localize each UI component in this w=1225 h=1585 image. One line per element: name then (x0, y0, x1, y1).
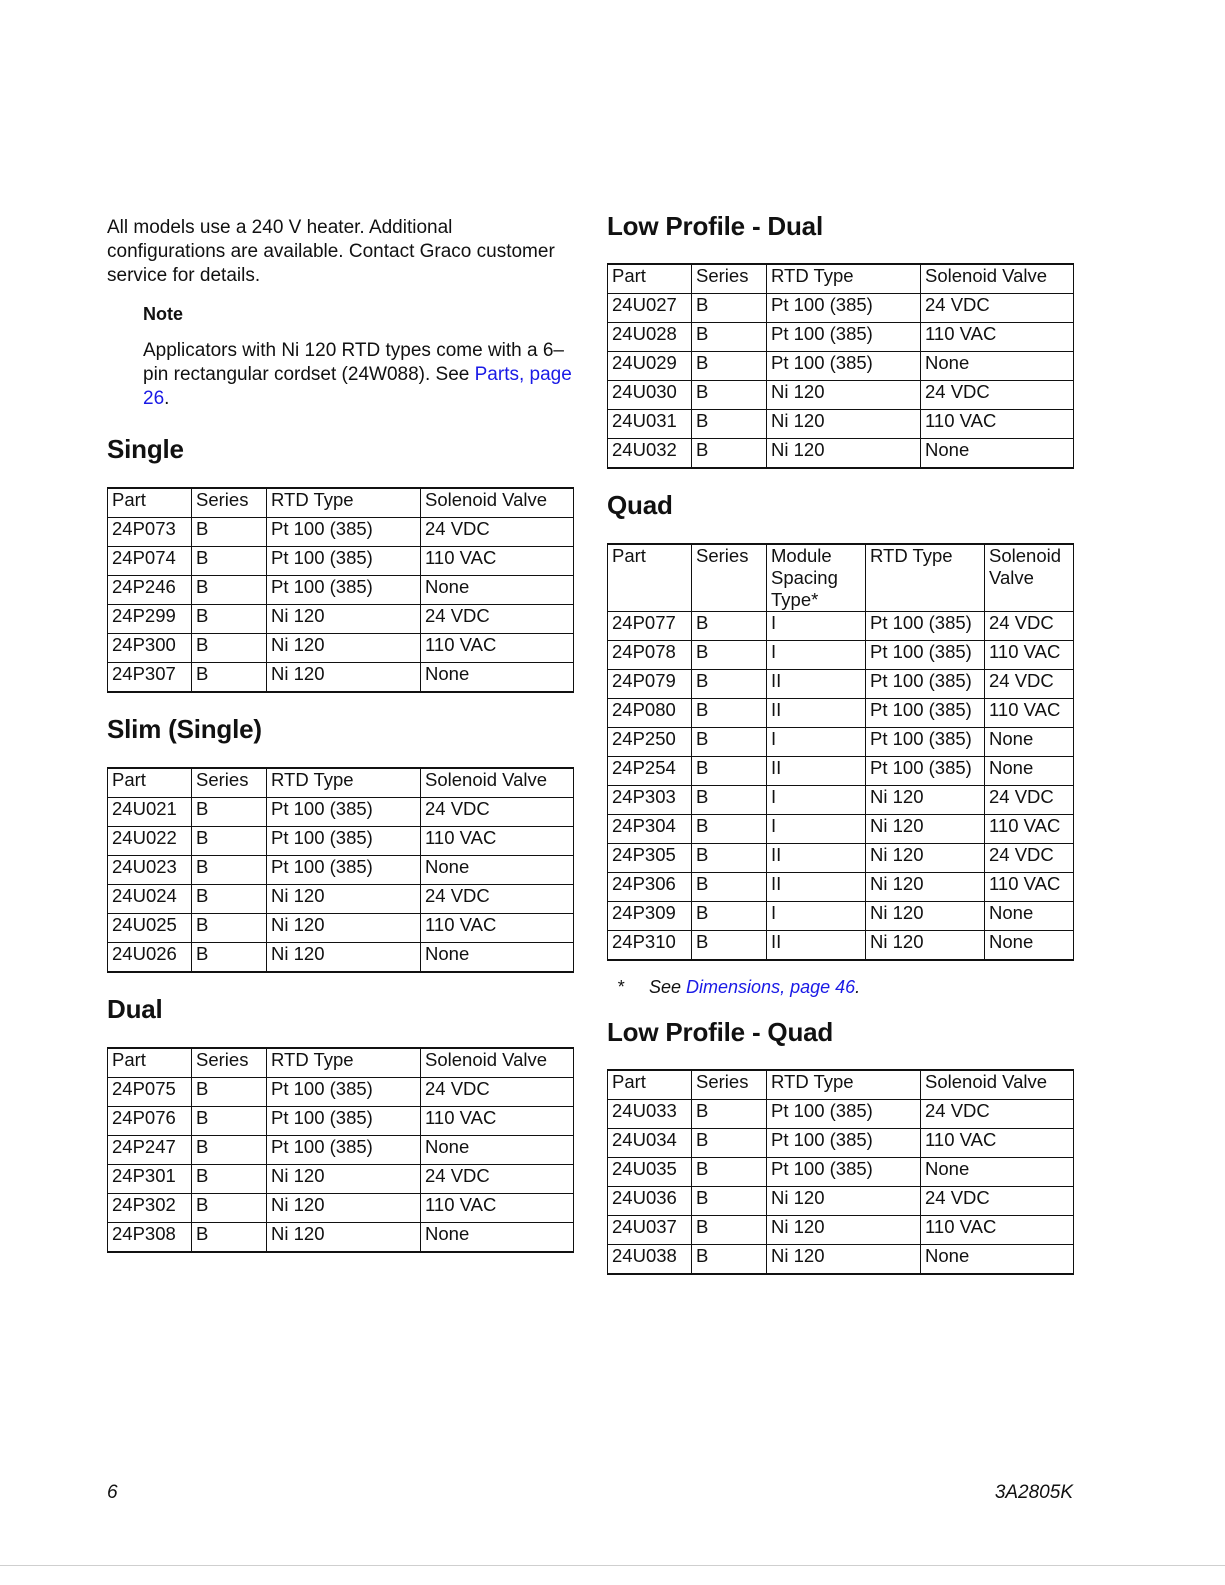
table-cell: Pt 100 (385) (767, 1158, 921, 1187)
table-cell: B (692, 294, 767, 323)
table-cell: B (692, 323, 767, 352)
table-cell: 24P303 (608, 786, 692, 815)
table-cell: None (921, 1245, 1074, 1275)
note-body (143, 339, 573, 411)
table-cell: Pt 100 (385) (267, 547, 421, 576)
table-cell: 110 VAC (421, 634, 574, 663)
table-cell: Pt 100 (385) (267, 518, 421, 547)
table-cell: 24 VDC (921, 381, 1074, 410)
table-cell: Ni 120 (267, 914, 421, 943)
bottom-rule (0, 1565, 1225, 1566)
table-cell: 24U026 (108, 943, 192, 973)
table-row (108, 663, 574, 693)
table-cell: Pt 100 (385) (866, 670, 985, 699)
table-dual (107, 1047, 574, 1253)
column-header: RTD Type (767, 264, 921, 294)
table-cell: B (192, 885, 267, 914)
table-cell: 24U027 (608, 294, 692, 323)
table-row (108, 605, 574, 634)
dimensions-link[interactable]: Dimensions, page 46 (686, 977, 856, 997)
table-cell: B (192, 1165, 267, 1194)
table-row (608, 323, 1074, 352)
table-cell: B (192, 1223, 267, 1253)
table-cell: None (985, 728, 1074, 757)
table-row (108, 943, 574, 973)
table-row (608, 902, 1074, 931)
table-cell: Ni 120 (767, 1216, 921, 1245)
table-row (608, 1187, 1074, 1216)
table-cell: 24P300 (108, 634, 192, 663)
table-row (608, 352, 1074, 381)
table-cell: 110 VAC (985, 815, 1074, 844)
table-row (608, 1100, 1074, 1129)
table-cell: 24U035 (608, 1158, 692, 1187)
note-title: Note (143, 304, 183, 324)
table-cell: 24U021 (108, 798, 192, 827)
table-cell: 24P307 (108, 663, 192, 693)
table-cell: Pt 100 (385) (267, 1107, 421, 1136)
table-cell: Ni 120 (866, 786, 985, 815)
table-cell: Pt 100 (385) (767, 1100, 921, 1129)
table-cell: 24 VDC (985, 670, 1074, 699)
header-row (108, 768, 574, 798)
table-cell: 110 VAC (921, 323, 1074, 352)
table-cell: 24P246 (108, 576, 192, 605)
table-cell: B (692, 410, 767, 439)
table-cell: Ni 120 (267, 1194, 421, 1223)
table-row (608, 410, 1074, 439)
header-row (108, 1048, 574, 1078)
table-cell: 24P299 (108, 605, 192, 634)
table-cell: Ni 120 (267, 1223, 421, 1253)
table-row (608, 612, 1074, 641)
table-cell: B (192, 1107, 267, 1136)
table-cell: 24 VDC (421, 798, 574, 827)
table-row (108, 576, 574, 605)
table-row (608, 699, 1074, 728)
table-cell: II (767, 699, 866, 728)
table-cell: 110 VAC (921, 1129, 1074, 1158)
column-header: Series (192, 1048, 267, 1078)
table-cell: II (767, 757, 866, 786)
table-cell: 24P254 (608, 757, 692, 786)
table-cell: 24U032 (608, 439, 692, 469)
table-row (608, 1158, 1074, 1187)
table-row (608, 1129, 1074, 1158)
column-header: RTD Type (267, 488, 421, 518)
footnote-end: . (855, 977, 861, 997)
column-header: Series (692, 1070, 767, 1100)
table-cell: 24P308 (108, 1223, 192, 1253)
table-cell: II (767, 931, 866, 961)
document-number: 3A2805K (994, 1482, 1073, 1503)
column-header: Solenoid Valve (421, 488, 574, 518)
table-cell: 24U025 (108, 914, 192, 943)
table-row (108, 1223, 574, 1253)
table-row (608, 439, 1074, 469)
table-cell: B (692, 439, 767, 469)
table-cell: 24P074 (108, 547, 192, 576)
table-cell: None (921, 352, 1074, 381)
table-cell: None (921, 439, 1074, 469)
table-cell: 24 VDC (421, 1078, 574, 1107)
table-cell: 24U034 (608, 1129, 692, 1158)
table-cell: Ni 120 (866, 931, 985, 961)
table-cell: None (985, 931, 1074, 961)
table-cell: 110 VAC (421, 914, 574, 943)
table-cell: II (767, 873, 866, 902)
table-row (608, 873, 1074, 902)
column-header: Series (192, 768, 267, 798)
table-cell: Ni 120 (267, 943, 421, 973)
table-row (608, 670, 1074, 699)
table-cell: Ni 120 (767, 1245, 921, 1275)
table-row (108, 1136, 574, 1165)
table-cell: Pt 100 (385) (767, 1129, 921, 1158)
table-cell: 24P076 (108, 1107, 192, 1136)
column-header: Part (608, 1070, 692, 1100)
table-cell: 24U023 (108, 856, 192, 885)
table-cell: Ni 120 (267, 663, 421, 693)
table-cell: 24P075 (108, 1078, 192, 1107)
table-cell: 24U028 (608, 323, 692, 352)
section-title-lp-quad: Low Profile - Quad (607, 1017, 834, 1047)
footnote (617, 977, 1073, 998)
table-cell: 24P079 (608, 670, 692, 699)
table-cell: None (985, 902, 1074, 931)
table-cell: B (192, 798, 267, 827)
table-lp-dual (607, 263, 1074, 469)
table-cell: II (767, 844, 866, 873)
table-quad (607, 543, 1074, 961)
intro-paragraph: All models use a 240 V heater. Additional configurations are available. Contact Graco customer service for details. (107, 217, 555, 286)
table-row (608, 757, 1074, 786)
table-cell: 110 VAC (985, 699, 1074, 728)
table-cell: 24 VDC (421, 1165, 574, 1194)
parts-link[interactable]: Parts, page 26 (143, 364, 572, 409)
table-cell: I (767, 728, 866, 757)
section-title-dual: Dual (107, 994, 163, 1024)
note-end: . (164, 388, 170, 409)
table-cell: Pt 100 (385) (866, 728, 985, 757)
table-cell: 24U022 (108, 827, 192, 856)
footnote-star: * (617, 977, 625, 997)
table-row (108, 547, 574, 576)
table-cell: 24P250 (608, 728, 692, 757)
table-single (107, 487, 574, 693)
table-cell: I (767, 641, 866, 670)
table-cell: 24U024 (108, 885, 192, 914)
header-row (608, 544, 1074, 612)
table-row (608, 728, 1074, 757)
column-header: Part (108, 1048, 192, 1078)
table-cell: B (192, 1078, 267, 1107)
table-cell: Ni 120 (767, 410, 921, 439)
table-row (108, 1078, 574, 1107)
table-cell: 24P301 (108, 1165, 192, 1194)
table-row (108, 856, 574, 885)
table-cell: Pt 100 (385) (267, 576, 421, 605)
table-cell: 24P078 (608, 641, 692, 670)
table-cell: Ni 120 (866, 873, 985, 902)
table-lp-quad (607, 1069, 1074, 1275)
table-row (608, 381, 1074, 410)
table-cell: Ni 120 (267, 885, 421, 914)
table-cell: 24U029 (608, 352, 692, 381)
table-cell: Pt 100 (385) (866, 612, 985, 641)
header-row (608, 264, 1074, 294)
table-row (608, 1245, 1074, 1275)
table-cell: B (692, 931, 767, 961)
column-header: Part (108, 488, 192, 518)
table-cell: B (692, 1187, 767, 1216)
column-header: Solenoid Valve (921, 264, 1074, 294)
table-row (608, 641, 1074, 670)
column-header: Series (692, 544, 767, 612)
table-cell: 110 VAC (921, 1216, 1074, 1245)
table-cell: 24P304 (608, 815, 692, 844)
table-cell: B (692, 1245, 767, 1275)
table-cell: B (192, 914, 267, 943)
table-cell: B (692, 670, 767, 699)
column-header: Series (192, 488, 267, 518)
table-cell: Pt 100 (385) (267, 856, 421, 885)
table-cell: 24U036 (608, 1187, 692, 1216)
column-header: Series (692, 264, 767, 294)
table-cell: 24P310 (608, 931, 692, 961)
table-cell: B (192, 943, 267, 973)
table-cell: I (767, 612, 866, 641)
table-row (108, 518, 574, 547)
note-text: Applicators with Ni 120 RTD types come with a 6–pin rectangular cordset (24W088). See (143, 340, 564, 385)
table-cell: 24P309 (608, 902, 692, 931)
table-cell: Pt 100 (385) (267, 1136, 421, 1165)
table-cell: 110 VAC (985, 873, 1074, 902)
table-cell: 24U031 (608, 410, 692, 439)
table-cell: None (421, 1223, 574, 1253)
column-header: Solenoid Valve (421, 1048, 574, 1078)
header-row (108, 488, 574, 518)
column-header: RTD Type (767, 1070, 921, 1100)
right-column (607, 210, 1073, 1275)
table-cell: 24U030 (608, 381, 692, 410)
column-header: RTD Type (866, 544, 985, 612)
table-row (108, 1107, 574, 1136)
table-cell: B (692, 873, 767, 902)
table-cell: B (692, 1158, 767, 1187)
table-cell: B (192, 518, 267, 547)
table-cell: Ni 120 (767, 381, 921, 410)
table-cell: B (692, 1129, 767, 1158)
table-cell: Pt 100 (385) (866, 699, 985, 728)
section-title-lp-dual: Low Profile - Dual (607, 211, 823, 241)
table-cell: 24P247 (108, 1136, 192, 1165)
table-cell: B (192, 576, 267, 605)
table-cell: Ni 120 (866, 844, 985, 873)
table-cell: Pt 100 (385) (767, 352, 921, 381)
table-cell: Pt 100 (385) (767, 294, 921, 323)
table-cell: B (192, 663, 267, 693)
table-cell: 24 VDC (921, 1187, 1074, 1216)
table-row (608, 931, 1074, 961)
table-cell: B (192, 856, 267, 885)
table-cell: None (921, 1158, 1074, 1187)
table-cell: 24P302 (108, 1194, 192, 1223)
table-cell: Ni 120 (767, 439, 921, 469)
table-row (608, 786, 1074, 815)
table-cell: II (767, 670, 866, 699)
page-number: 6 (107, 1482, 118, 1503)
column-header: Solenoid Valve (921, 1070, 1074, 1100)
footnote-text: See (649, 977, 687, 997)
table-cell: B (692, 757, 767, 786)
note-block (143, 302, 573, 411)
table-cell: Ni 120 (267, 605, 421, 634)
table-cell: Pt 100 (385) (267, 827, 421, 856)
table-cell: 24 VDC (921, 294, 1074, 323)
table-cell: B (692, 381, 767, 410)
table-row (108, 1194, 574, 1223)
table-cell: B (192, 1136, 267, 1165)
table-row (108, 1165, 574, 1194)
column-header: RTD Type (267, 768, 421, 798)
table-cell: B (692, 844, 767, 873)
table-cell: I (767, 902, 866, 931)
table-cell: 24U037 (608, 1216, 692, 1245)
column-header: Module Spacing Type* (767, 544, 866, 612)
table-cell: 110 VAC (921, 410, 1074, 439)
column-header: Part (108, 768, 192, 798)
table-cell: Ni 120 (267, 634, 421, 663)
table-cell: 110 VAC (421, 547, 574, 576)
table-row (108, 885, 574, 914)
header-row (608, 1070, 1074, 1100)
table-cell: None (985, 757, 1074, 786)
table-cell: B (692, 612, 767, 641)
section-title-single: Single (107, 434, 184, 464)
table-cell: B (692, 786, 767, 815)
table-cell: 110 VAC (421, 1107, 574, 1136)
column-header: RTD Type (267, 1048, 421, 1078)
table-cell: 24U033 (608, 1100, 692, 1129)
table-cell: B (192, 1194, 267, 1223)
table-cell: I (767, 815, 866, 844)
table-cell: B (192, 547, 267, 576)
table-cell: 110 VAC (985, 641, 1074, 670)
table-cell: None (421, 943, 574, 973)
table-cell: None (421, 856, 574, 885)
table-row (608, 294, 1074, 323)
table-row (108, 798, 574, 827)
table-row (608, 815, 1074, 844)
table-cell: B (692, 1216, 767, 1245)
table-cell: 24P306 (608, 873, 692, 902)
table-cell: B (692, 728, 767, 757)
table-cell: Pt 100 (385) (866, 757, 985, 786)
table-row (108, 914, 574, 943)
table-cell: 24P073 (108, 518, 192, 547)
section-title-quad: Quad (607, 490, 673, 520)
table-cell: 24 VDC (421, 885, 574, 914)
table-cell: B (692, 1100, 767, 1129)
table-cell: Ni 120 (767, 1187, 921, 1216)
table-cell: Ni 120 (866, 815, 985, 844)
table-cell: 24P305 (608, 844, 692, 873)
table-cell: 110 VAC (421, 827, 574, 856)
table-cell: Pt 100 (385) (866, 641, 985, 670)
table-cell: Pt 100 (385) (267, 1078, 421, 1107)
table-cell: 110 VAC (421, 1194, 574, 1223)
table-slim (107, 767, 574, 973)
section-title-slim: Slim (Single) (107, 714, 262, 744)
table-cell: B (192, 605, 267, 634)
table-cell: 24P080 (608, 699, 692, 728)
table-cell: B (692, 902, 767, 931)
table-cell: 24 VDC (985, 844, 1074, 873)
table-cell: 24 VDC (985, 786, 1074, 815)
table-row (608, 1216, 1074, 1245)
table-cell: 24P077 (608, 612, 692, 641)
table-cell: 24 VDC (421, 605, 574, 634)
column-header: Solenoid Valve (985, 544, 1074, 612)
table-cell: B (192, 634, 267, 663)
table-cell: 24 VDC (985, 612, 1074, 641)
table-cell: 24 VDC (921, 1100, 1074, 1129)
table-cell: B (692, 352, 767, 381)
table-cell: 24U038 (608, 1245, 692, 1275)
table-row (108, 634, 574, 663)
table-cell: None (421, 1136, 574, 1165)
column-header: Part (608, 544, 692, 612)
table-cell: None (421, 663, 574, 693)
table-cell: B (192, 827, 267, 856)
table-cell: B (692, 641, 767, 670)
table-cell: 24 VDC (421, 518, 574, 547)
table-cell: Ni 120 (267, 1165, 421, 1194)
table-row (108, 827, 574, 856)
table-cell: B (692, 699, 767, 728)
table-cell: Ni 120 (866, 902, 985, 931)
table-cell: None (421, 576, 574, 605)
table-cell: Pt 100 (385) (267, 798, 421, 827)
left-column (107, 216, 573, 1253)
column-header: Part (608, 264, 692, 294)
column-header: Solenoid Valve (421, 768, 574, 798)
table-cell: Pt 100 (385) (767, 323, 921, 352)
table-cell: I (767, 786, 866, 815)
table-row (608, 844, 1074, 873)
table-cell: B (692, 815, 767, 844)
